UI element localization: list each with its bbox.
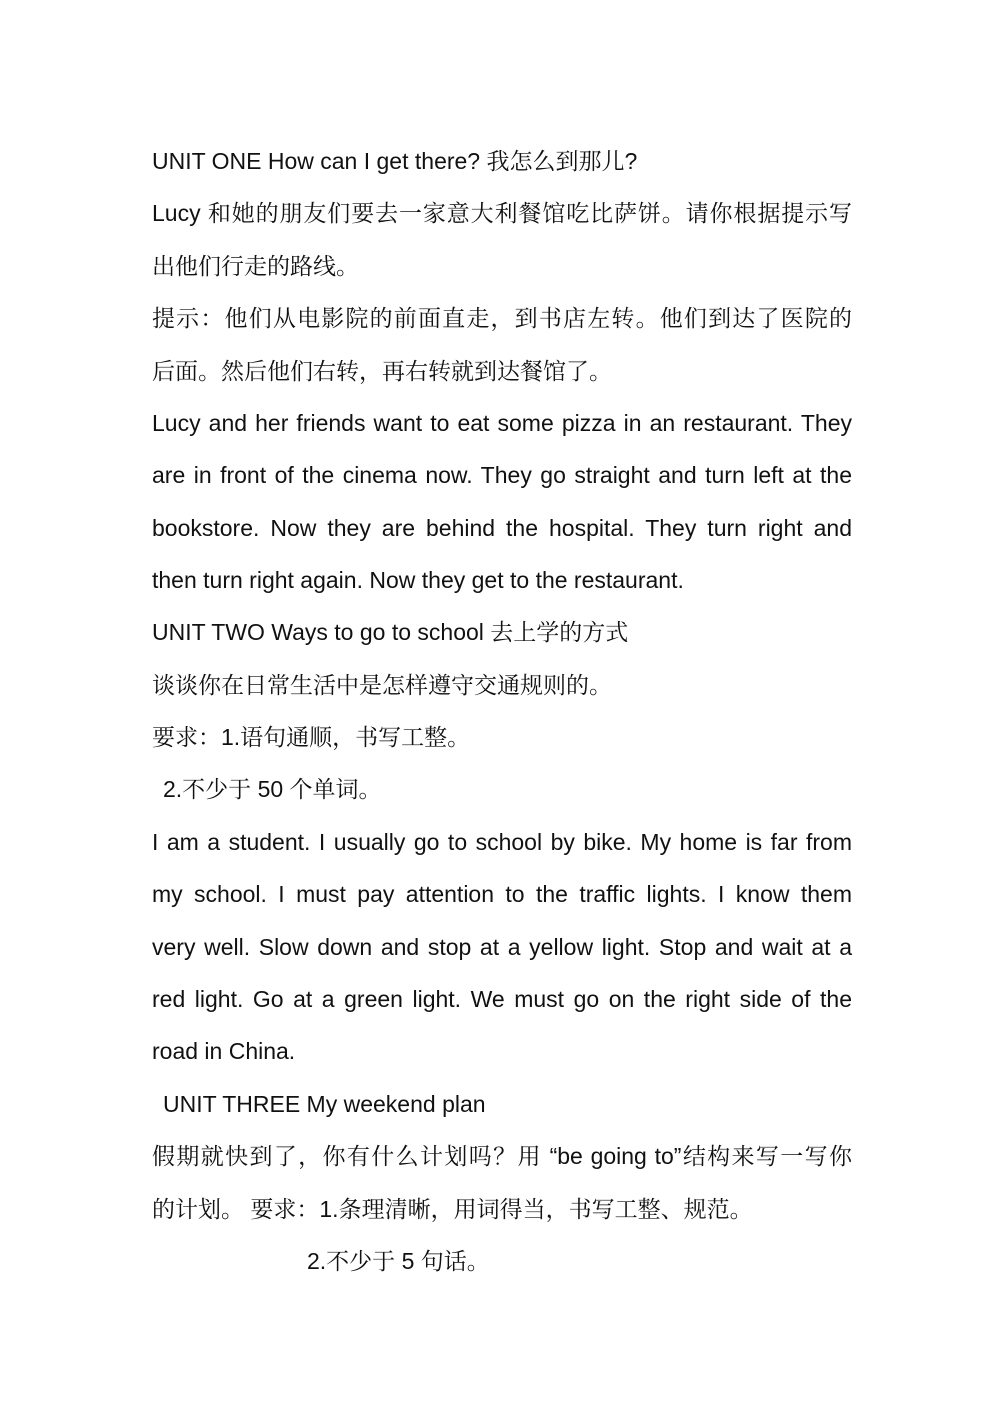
unit-one-prompt-line-2: 出他们行走的路线。 [152, 253, 359, 279]
unit-two-requirement-2: 2.不少于 50 个单词。 [163, 776, 382, 802]
unit-two-prompt: 谈谈你在日常生活中是怎样遵守交通规则的。 [152, 672, 612, 698]
unit-three-heading: UNIT THREE My weekend plan [163, 1091, 486, 1117]
unit-one-heading: UNIT ONE How can I get there? 我怎么到那儿? [152, 148, 638, 174]
unit-one-essay-line-4: then turn right again. Now they get to the restaurant. [152, 567, 684, 593]
unit-two-essay-line-3: very well. Slow down and stop at a yellow light. Stop and wait at a [152, 934, 852, 960]
unit-three-requirement-2: 2.不少于 5 句话。 [307, 1248, 490, 1274]
unit-two-essay-line-4: red light. Go at a green light. We must go on the right side of the [152, 986, 852, 1012]
unit-one-hint-line-2: 后面。然后他们右转，再右转就到达餐馆了。 [152, 358, 612, 384]
unit-two-essay-line-5: road in China. [152, 1038, 296, 1064]
unit-one-essay-line-3: bookstore. Now they are behind the hospital. They turn right and [152, 515, 852, 541]
unit-three-prompt-line-1: 假期就快到了，你有什么计划吗？用 “be going to”结构来写一写你 [152, 1143, 852, 1169]
unit-three-prompt-line-2: 的计划。 要求：1.条理清晰，用词得当，书写工整、规范。 [152, 1196, 753, 1222]
unit-two-essay-line-1: I am a student. I usually go to school by bike. My home is far from [152, 829, 852, 855]
unit-two-essay-line-2: my school. I must pay attention to the traffic lights. I know them [152, 881, 852, 907]
unit-one-essay-line-1: Lucy and her friends want to eat some pizza in an restaurant. They [152, 410, 852, 436]
unit-one-essay-line-2: are in front of the cinema now. They go straight and turn left at the [152, 462, 852, 488]
unit-one-prompt-line-1: Lucy 和她的朋友们要去一家意大利餐馆吃比萨饼。请你根据提示写 [152, 200, 852, 226]
unit-two-requirement-1: 要求：1.语句通顺，书写工整。 [152, 724, 471, 750]
unit-one-hint-line-1: 提示：他们从电影院的前面直走，到书店左转。他们到达了医院的 [152, 305, 852, 331]
unit-two-heading: UNIT TWO Ways to go to school 去上学的方式 [152, 619, 629, 645]
